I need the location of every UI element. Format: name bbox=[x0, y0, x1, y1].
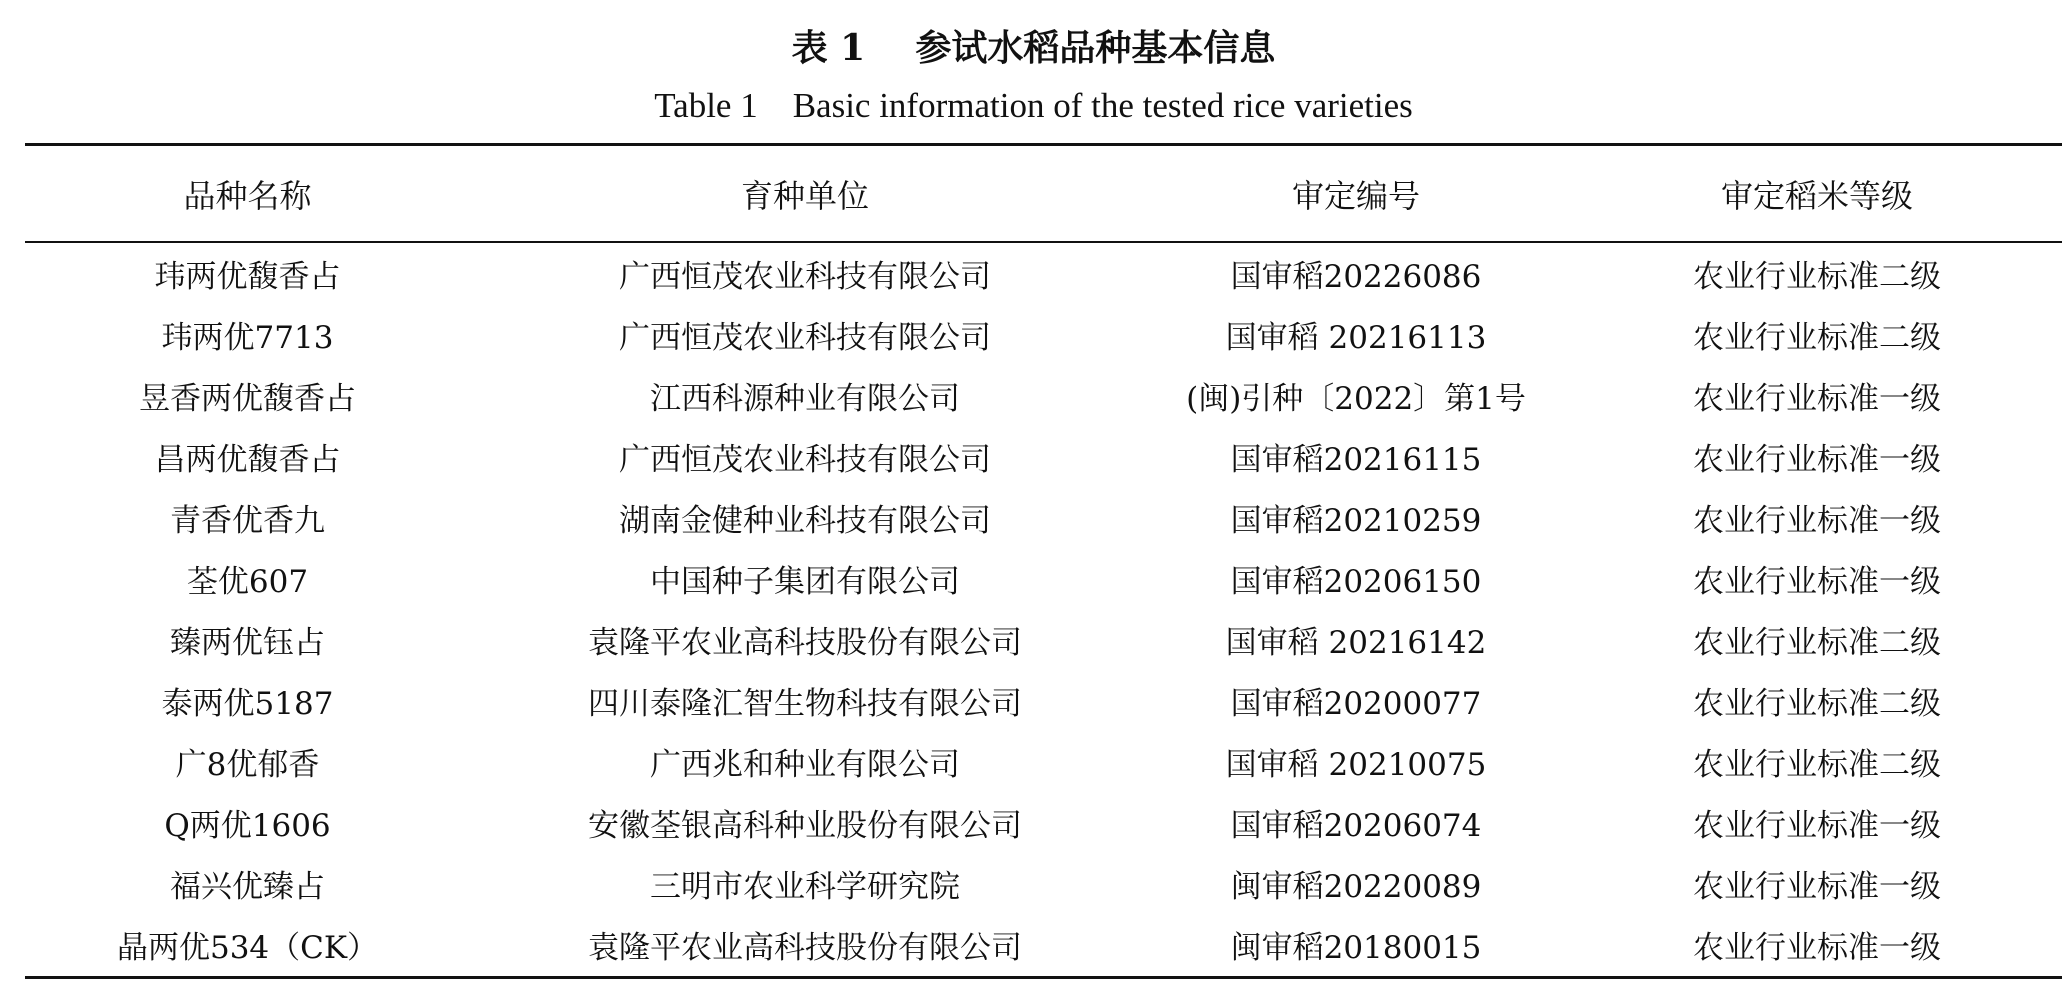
table-title-cn: 表 1 参试水稻品种基本信息 bbox=[791, 27, 1276, 69]
table-row bbox=[25, 609, 2062, 670]
cell-approval-number: 国审稻20200077 bbox=[1230, 686, 1482, 722]
cell-rice-grade: 农业行业标准二级 bbox=[1693, 747, 1941, 783]
table-row bbox=[25, 853, 2062, 914]
cell-variety-name: 广8优郁香 bbox=[175, 747, 320, 783]
table-row bbox=[25, 792, 2062, 853]
cell-approval-number: 国审稻20206074 bbox=[1230, 808, 1482, 844]
cell-breeding-unit: 中国种子集团有限公司 bbox=[650, 564, 960, 600]
cell-breeding-unit: 袁隆平农业高科技股份有限公司 bbox=[588, 625, 1022, 661]
cell-approval-number: 闽审稻20180015 bbox=[1230, 930, 1482, 966]
cell-approval-number: 闽审稻20220089 bbox=[1230, 869, 1482, 905]
table-header bbox=[25, 146, 2062, 241]
cell-approval-number: 国审稻20216115 bbox=[1230, 442, 1482, 478]
cell-breeding-unit: 江西科源种业有限公司 bbox=[650, 381, 960, 417]
cell-approval-number: 国审稻20206150 bbox=[1230, 564, 1482, 600]
header-rice-grade: 审定稻米等级 bbox=[1720, 176, 1913, 215]
cell-variety-name: 臻两优钰占 bbox=[170, 625, 325, 661]
cell-approval-number: 国审稻 20216142 bbox=[1225, 625, 1487, 661]
table-row bbox=[25, 426, 2062, 487]
cell-variety-name: 福兴优臻占 bbox=[170, 869, 325, 905]
cell-rice-grade: 农业行业标准一级 bbox=[1693, 503, 1941, 539]
cell-breeding-unit: 三明市农业科学研究院 bbox=[650, 869, 960, 905]
table-row bbox=[25, 243, 2062, 304]
table-row bbox=[25, 731, 2062, 792]
table-row bbox=[25, 487, 2062, 548]
cell-breeding-unit: 广西恒茂农业科技有限公司 bbox=[619, 259, 991, 295]
cell-variety-name: 昌两优馥香占 bbox=[154, 442, 341, 478]
cell-breeding-unit: 广西恒茂农业科技有限公司 bbox=[619, 442, 991, 478]
cell-variety-name: 泰两优5187 bbox=[161, 686, 334, 722]
cell-rice-grade: 农业行业标准一级 bbox=[1693, 381, 1941, 417]
cell-variety-name: Q两优1606 bbox=[164, 808, 331, 844]
cell-variety-name: 青香优香九 bbox=[170, 503, 325, 539]
cell-approval-number: (闽)引种〔2022〕第1号 bbox=[1186, 381, 1526, 417]
table-row bbox=[25, 365, 2062, 426]
table-body bbox=[25, 243, 2062, 975]
cell-approval-number: 国审稻20226086 bbox=[1230, 259, 1482, 295]
cell-approval-number: 国审稻 20210075 bbox=[1225, 747, 1487, 783]
cell-variety-name: 昱香两优馥香占 bbox=[139, 381, 356, 417]
header-row bbox=[25, 146, 2062, 241]
table-row bbox=[25, 914, 2062, 975]
header-approval-number: 审定编号 bbox=[1291, 176, 1420, 215]
cell-rice-grade: 农业行业标准一级 bbox=[1693, 442, 1941, 478]
cell-breeding-unit: 四川泰隆汇智生物科技有限公司 bbox=[588, 686, 1022, 722]
header-variety-name: 品种名称 bbox=[183, 176, 312, 215]
cell-variety-name: 晶两优534（CK） bbox=[116, 930, 379, 966]
cell-variety-name: 玮两优7713 bbox=[161, 320, 334, 356]
cell-breeding-unit: 袁隆平农业高科技股份有限公司 bbox=[588, 930, 1022, 966]
table-row bbox=[25, 670, 2062, 731]
header-breeding-unit: 育种单位 bbox=[740, 176, 869, 215]
cell-rice-grade: 农业行业标准二级 bbox=[1693, 625, 1941, 661]
table-bottom-rule bbox=[25, 976, 2062, 979]
table-row bbox=[25, 304, 2062, 365]
cell-rice-grade: 农业行业标准二级 bbox=[1693, 686, 1941, 722]
cell-variety-name: 玮两优馥香占 bbox=[154, 259, 341, 295]
cell-breeding-unit: 湖南金健种业科技有限公司 bbox=[619, 503, 991, 539]
cell-rice-grade: 农业行业标准一级 bbox=[1693, 808, 1941, 844]
cell-approval-number: 国审稻 20216113 bbox=[1225, 320, 1487, 356]
table-title-en: Table 1 Basic information of the tested rice varieties bbox=[654, 86, 1413, 125]
cell-variety-name: 荃优607 bbox=[186, 564, 309, 600]
cell-breeding-unit: 广西兆和种业有限公司 bbox=[650, 747, 960, 783]
cell-breeding-unit: 广西恒茂农业科技有限公司 bbox=[619, 320, 991, 356]
cell-approval-number: 国审稻20210259 bbox=[1230, 503, 1482, 539]
cell-rice-grade: 农业行业标准一级 bbox=[1693, 564, 1941, 600]
table-row bbox=[25, 548, 2062, 609]
cell-breeding-unit: 安徽荃银高科种业股份有限公司 bbox=[588, 808, 1022, 844]
cell-rice-grade: 农业行业标准一级 bbox=[1693, 930, 1941, 966]
cell-rice-grade: 农业行业标准二级 bbox=[1693, 259, 1941, 295]
cell-rice-grade: 农业行业标准二级 bbox=[1693, 320, 1941, 356]
cell-rice-grade: 农业行业标准一级 bbox=[1693, 869, 1941, 905]
